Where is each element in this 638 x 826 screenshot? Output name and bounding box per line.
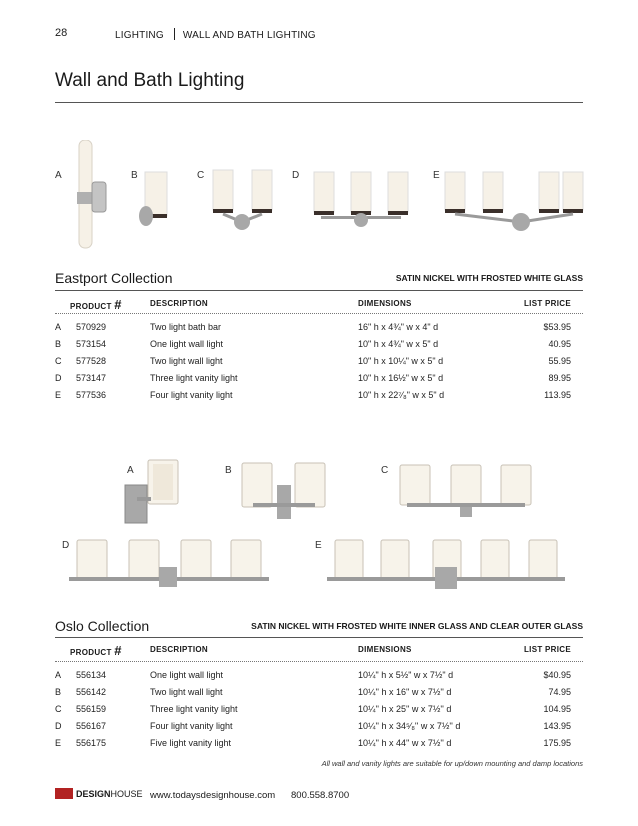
product-number: 570929 <box>76 322 107 332</box>
row-letter: D <box>55 373 62 383</box>
description: Five light vanity light <box>150 738 232 748</box>
table-row <box>55 373 583 390</box>
description: Four light vanity light <box>150 390 233 400</box>
oslo-product-images <box>55 455 585 600</box>
dimensions: 10" h x 4¾" w x 5" d <box>358 339 439 349</box>
eastport-finish: SATIN NICKEL WITH FROSTED WHITE GLASS <box>395 273 583 283</box>
product-number: 556175 <box>76 738 107 748</box>
oslo-col-price: LIST PRICE <box>523 645 571 654</box>
eastport-image-c <box>213 170 272 230</box>
eastport-label-b: B <box>131 170 138 181</box>
designhouse-logo <box>55 788 143 799</box>
dimensions: 16" h x 4¾" w x 4" d <box>358 322 439 332</box>
table-row <box>55 704 583 721</box>
dimensions: 10" h x 10¼" w x 5" d <box>358 356 444 366</box>
eastport-col-description: DESCRIPTION <box>150 299 208 308</box>
oslo-finish: SATIN NICKEL WITH FROSTED WHITE INNER GLASS AND CLEAR OUTER GLASS <box>251 621 583 631</box>
eastport-rule <box>55 290 583 291</box>
eastport-label-c: C <box>197 170 205 181</box>
product-number: 577528 <box>76 356 107 366</box>
product-number: 573147 <box>76 373 107 383</box>
row-letter: D <box>55 721 62 731</box>
description: Two light wall light <box>150 356 223 366</box>
oslo-col-dimensions: DIMENSIONS <box>358 645 412 654</box>
product-number: 556134 <box>76 670 107 680</box>
table-row <box>55 339 583 356</box>
row-letter: A <box>55 670 62 680</box>
eastport-col-dimensions: DIMENSIONS <box>358 299 412 308</box>
oslo-image-a <box>125 460 178 523</box>
eastport-image-d <box>314 172 408 227</box>
oslo-image-c <box>400 465 531 517</box>
dimensions: 10¼'' h x 25'' w x 7½'' d <box>358 704 452 714</box>
dimensions: 10" h x 22⁷⁄₈" w x 5" d <box>358 390 445 400</box>
table-row <box>55 322 583 339</box>
row-letter: B <box>55 339 62 349</box>
table-row <box>55 670 583 687</box>
oslo-col-hash: # <box>114 643 122 658</box>
eastport-image-a <box>77 140 106 248</box>
price: 113.95 <box>544 390 571 400</box>
price: 175.95 <box>543 738 571 748</box>
footnote: All wall and vanity lights are suitable for up/down mounting and damp locations <box>321 759 583 768</box>
oslo-image-b <box>242 463 325 519</box>
footer-phone: 800.558.8700 <box>291 790 350 801</box>
description: Two light bath bar <box>150 322 222 332</box>
eastport-col-product-label: PRODUCT <box>70 302 112 311</box>
logo-text-design: DESIGN <box>76 789 111 799</box>
header-divider <box>174 28 175 40</box>
page-number: 28 <box>55 27 68 39</box>
eastport-label-d: D <box>292 170 300 181</box>
oslo-label-a: A <box>127 465 134 476</box>
oslo-image-d <box>69 540 269 587</box>
description: Three light vanity light <box>150 704 238 714</box>
product-number: 577536 <box>76 390 107 400</box>
row-letter: C <box>55 704 62 714</box>
logo-mark-icon <box>55 788 73 799</box>
eastport-product-images <box>55 140 585 260</box>
oslo-label-e: E <box>315 540 322 551</box>
dimensions: 10¼'' h x 16'' w x 7½'' d <box>358 687 452 697</box>
footer-website[interactable]: www.todaysdesignhouse.com <box>150 790 276 801</box>
product-number: 556142 <box>76 687 107 697</box>
eastport-label-e: E <box>433 170 440 181</box>
row-letter: A <box>55 322 62 332</box>
price: 40.95 <box>548 339 571 349</box>
price: 89.95 <box>548 373 571 383</box>
row-letter: B <box>55 687 62 697</box>
oslo-label-c: C <box>381 465 389 476</box>
oslo-col-description: DESCRIPTION <box>150 645 208 654</box>
oslo-col-product-label: PRODUCT <box>70 648 112 657</box>
eastport-image-e <box>445 172 583 231</box>
eastport-collection-title: Eastport Collection <box>55 270 173 286</box>
product-number: 556159 <box>76 704 107 714</box>
oslo-dotted-rule <box>55 661 583 662</box>
oslo-label-b: B <box>225 465 232 476</box>
description: Two light wall light <box>150 687 223 697</box>
title-rule <box>55 102 583 103</box>
product-number: 556167 <box>76 721 107 731</box>
price: 143.95 <box>543 721 571 731</box>
eastport-image-b <box>139 172 167 226</box>
table-row <box>55 721 583 738</box>
price: 55.95 <box>548 356 571 366</box>
description: Three light vanity light <box>150 373 238 383</box>
row-letter: C <box>55 356 62 366</box>
table-row <box>55 390 583 407</box>
page-title: Wall and Bath Lighting <box>55 70 245 91</box>
description: One light wall light <box>150 339 224 349</box>
oslo-col-product <box>70 643 122 658</box>
dimensions: 10¼'' h x 34⁵⁄₈'' w x 7½'' d <box>358 721 461 731</box>
price: 74.95 <box>548 687 571 697</box>
price: $53.95 <box>543 322 571 332</box>
dimensions: 10¼'' h x 44'' w x 7½'' d <box>358 738 452 748</box>
dimensions: 10" h x 16½" w x 5" d <box>358 373 444 383</box>
row-letter: E <box>55 390 62 400</box>
logo-text-house: HOUSE <box>110 789 143 799</box>
row-letter: E <box>55 738 62 748</box>
oslo-rule <box>55 637 583 638</box>
product-number: 573154 <box>76 339 107 349</box>
description: Four light vanity light <box>150 721 233 731</box>
table-row <box>55 738 583 755</box>
table-row <box>55 687 583 704</box>
eastport-col-hash: # <box>114 297 122 312</box>
header-subsection: WALL AND BATH LIGHTING <box>182 30 316 41</box>
running-header <box>115 28 316 41</box>
oslo-image-e <box>327 540 565 589</box>
eastport-dotted-rule <box>55 313 583 314</box>
oslo-collection-title: Oslo Collection <box>55 618 150 634</box>
eastport-col-product <box>70 297 122 312</box>
eastport-label-a: A <box>55 170 62 181</box>
header-section: LIGHTING <box>115 30 164 41</box>
price: 104.95 <box>543 704 571 714</box>
table-row <box>55 356 583 373</box>
eastport-col-price: LIST PRICE <box>523 299 571 308</box>
dimensions: 10¼" h x 5½" w x 7½" d <box>358 670 454 680</box>
oslo-label-d: D <box>62 540 70 551</box>
price: $40.95 <box>543 670 571 680</box>
description: One light wall light <box>150 670 224 680</box>
